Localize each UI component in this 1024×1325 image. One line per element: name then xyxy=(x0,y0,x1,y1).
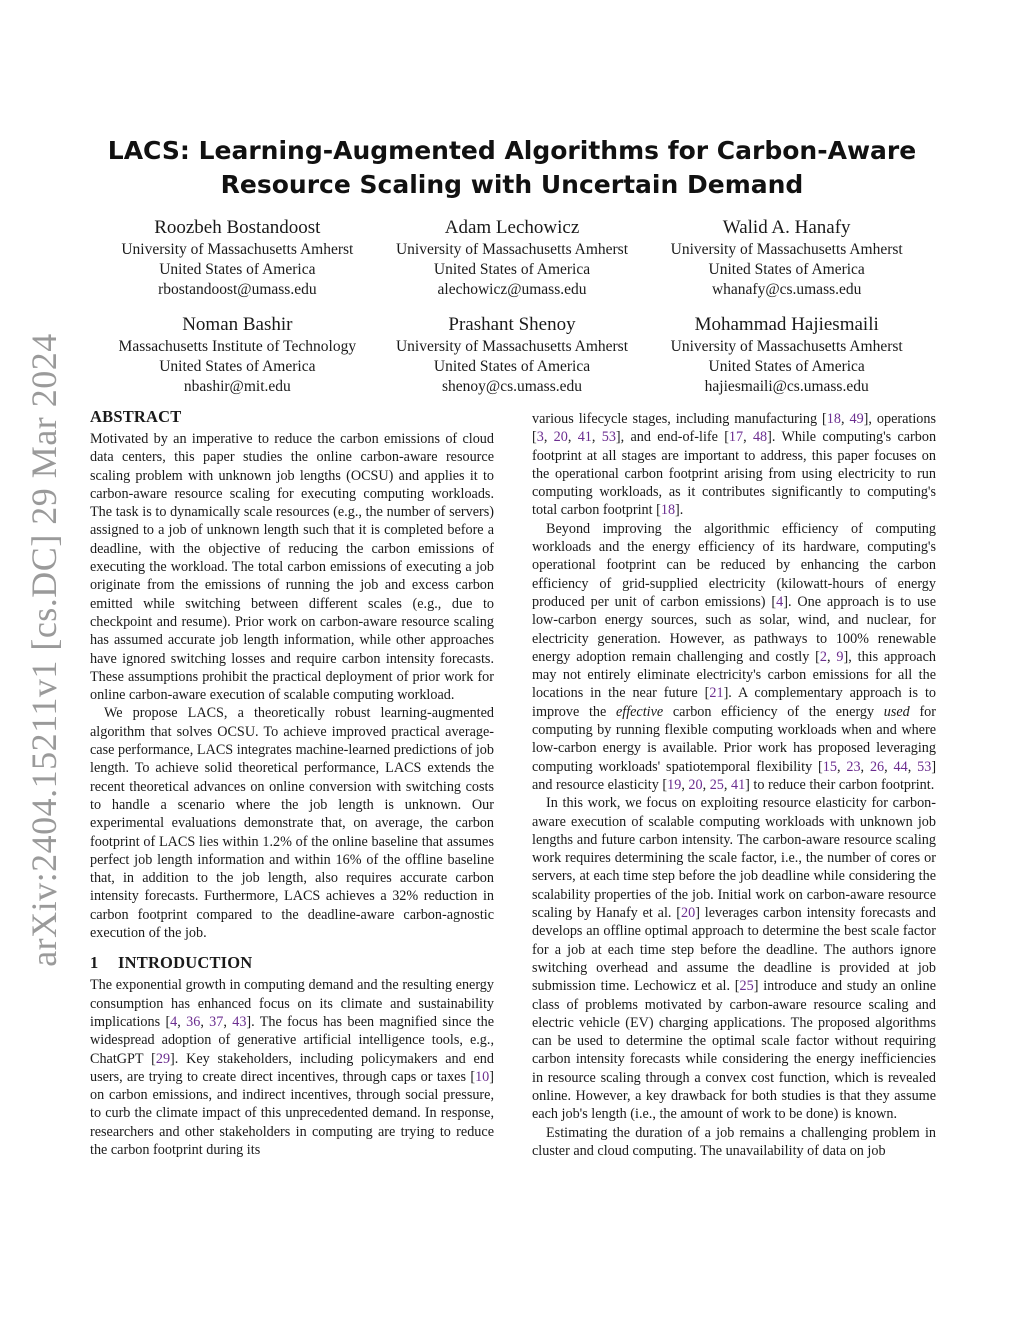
author-card xyxy=(649,216,924,300)
author-name: Prashant Shenoy xyxy=(448,314,576,335)
citation-link[interactable]: 18 xyxy=(826,411,841,427)
abstract-paragraph-2: We propose LACS, a theoretically robust learning-augmented algorithm that solves OCSU. To achieve improved practical average-case performance, LACS integrates machine-learned predictions of job length. To achieve solid theoretical performance, LACS extends the recent theoretical advances on online conversion with switching costs to handle a scenario where the job length is unknown. Our experimental evaluations demonstrate that, on average, the carbon footprint of LACS lies within 1.2% of the online baseline that assumes perfect job length information and within 16% of the offline baseline that, in addition to the job length, also requires accurate carbon intensity forecasts. Furthermore, LACS achieves a 32% reduction in carbon footprint compared to the deadline-aware carbon-agnostic execution of the job. xyxy=(90,705,494,942)
citation-link[interactable]: 4 xyxy=(170,1013,178,1030)
citation-link[interactable]: 29 xyxy=(155,1050,171,1067)
author-email: whanafy@cs.umass.edu xyxy=(711,281,862,298)
citation-link[interactable]: 43 xyxy=(232,1013,247,1030)
section-number: 1 xyxy=(90,953,99,973)
citation-link[interactable]: 20 xyxy=(553,429,568,446)
citation-link[interactable]: 41 xyxy=(577,429,592,446)
citation-link[interactable]: 15 xyxy=(822,758,837,775)
citation-link[interactable]: 9 xyxy=(836,648,844,665)
author-affiliation: University of Massachusetts Amherst xyxy=(395,241,629,258)
citation-link[interactable]: 23 xyxy=(846,758,861,775)
citation-link[interactable]: 25 xyxy=(709,776,724,793)
citation-link[interactable]: 19 xyxy=(667,776,682,793)
author-country: United States of America xyxy=(708,261,865,278)
section-title: INTRODUCTION xyxy=(118,953,253,973)
author-card xyxy=(100,313,375,397)
author-card xyxy=(375,216,650,300)
author-country: United States of America xyxy=(159,261,316,278)
author-email: hajiesmaili@cs.umass.edu xyxy=(704,378,869,395)
left-column xyxy=(90,406,494,1159)
author-card xyxy=(649,313,924,397)
citation-link[interactable]: 25 xyxy=(739,978,754,995)
author-name: Mohammad Hajiesmaili xyxy=(694,314,879,335)
citation-link[interactable]: 48 xyxy=(752,429,768,446)
citation-link[interactable]: 36 xyxy=(186,1013,201,1030)
author-block-row-1 xyxy=(100,216,924,300)
author-affiliation: University of Massachusetts Amherst xyxy=(395,338,629,355)
citation-link[interactable]: 20 xyxy=(681,905,696,922)
citation-link[interactable]: 53 xyxy=(601,429,616,446)
author-email: nbashir@mit.edu xyxy=(183,378,291,395)
citation-link[interactable]: 44 xyxy=(893,758,908,775)
author-email: shenoy@cs.umass.edu xyxy=(442,378,582,395)
citation-link[interactable]: 10 xyxy=(475,1068,490,1085)
paper-title xyxy=(90,134,934,202)
author-name: Roozbeh Bostandoost xyxy=(154,217,321,238)
author-card xyxy=(375,313,650,397)
author-affiliation: University of Massachusetts Amherst xyxy=(670,241,903,258)
author-email: rbostandoost@umass.edu xyxy=(158,281,317,298)
citation-link[interactable]: 17 xyxy=(728,429,744,446)
author-country: United States of America xyxy=(708,358,865,375)
citation-link[interactable]: 41 xyxy=(730,776,746,793)
right-column xyxy=(532,410,936,1160)
citation-link[interactable]: 2 xyxy=(819,648,827,665)
citation-link[interactable]: 53 xyxy=(917,758,932,775)
author-country: United States of America xyxy=(159,358,316,375)
citation-link[interactable]: 21 xyxy=(709,685,724,702)
author-name: Adam Lechowicz xyxy=(444,217,580,238)
body-paragraph-3: In this work, we focus on exploiting resource elasticity for carbon-aware execution of scalable computing workloads with unknown job lengths and future carbon intensity. The carbon-aware resource scaling work requires determining the scale factor, i.e., the number of cores or servers, at each time step before the job deadline while considering the scalability properties of the job. Initial work on carbon-aware resource scaling by Hanafy et al. [20] leverages carbon intensity forecasts and develops an offline optimal approach to determine the best scale factor for a job at each time step before the deadline. The authors ignore switching overhead and assume the deadline is provided at job submission time. Lechowicz et al. [25] introduce and study an online class of problems motivated by carbon-aware resource scaling and electric vehicle (EV) charging applications. The proposed algorithms can be used to determine the optimal scale factor without requiring carbon intensity forecasts while considering the energy inefficiencies in resource scaling through a convex cost function, which is revealed online. However, a key drawback for both studies is that they assume each job's length (i.e., the amount of work to be done) is known. xyxy=(532,795,936,1123)
title-line-2: Resource Scaling with Uncertain Demand xyxy=(220,170,804,199)
intro-paragraph-1: The exponential growth in computing demand and the resulting energy consumption has enhanced focus on its climate and sustainability implications [4, 36, 37, 43]. The focus has been magnified since the widespread adoption of generative artificial intelligence tools, e.g., ChatGPT [29]. Key stakeholders, including policymakers and end users, are trying to create direct incentives, through caps or taxes [10] on carbon emissions, and indirect incentives, through social pressure, to curb the climate impact of this unprecedented demand. In response, researchers and other stakeholders in computing are trying to reduce the carbon footprint during its xyxy=(90,977,495,1158)
body-paragraph-2: Beyond improving the algorithmic efficiency of computing workloads and the energy efficiency of its hardware, computing's operational footprint can be reduced by enhancing the carbon efficiency of grid-supplied electricity (kilowatt-hours of energy produced per unit of carbon emissions) [4]. One approach is to use low-carbon energy sources, such as solar, wind, and nuclear, for electricity generation. However, as pathways to 100% renewable energy adoption remain challenging and costly [2, 9], this approach may not entirely eliminate electricity's carbon emissions for all the locations in the near future [21]. A complementary approach is to improve the effective carbon efficiency of the energy used for computing by running flexible computing workloads when and where low-carbon energy is available. Prior work has proposed leveraging computing workloads' spatiotemporal flexibility [15, 23, 26, 44, 53] and resource elasticity [19, 20, 25, 41] to reduce their carbon footprint. xyxy=(532,520,937,793)
citation-link[interactable]: 37 xyxy=(209,1013,224,1030)
author-name: Noman Bashir xyxy=(182,314,293,335)
introduction-heading xyxy=(90,952,494,974)
title-line-1: LACS: Learning-Augmented Algorithms for Carbon-Aware xyxy=(107,136,917,165)
body-paragraph-4: Estimating the duration of a job remains a challenging problem in cluster and cloud computing. The unavailability of data on job xyxy=(532,1124,936,1159)
abstract-paragraph-1: Motivated by an imperative to reduce the carbon emissions of cloud data centers, this paper studies the online carbon-aware resource scaling problem with unknown job lengths (OCSU) and applies it to carbon-aware resource scaling for executing computing workloads. The task is to dynamically scale resources (e.g., the number of servers) assigned to a job of unknown length such that it is completed before a deadline, with the objective of reducing the carbon emissions of executing the workload. The total carbon emissions of executing a job originate from the emissions of running the job and excess carbon emitted while switching between different scales (e.g., due to checkpoint and resume). Prior work on carbon-aware resource scaling has assumed accurate job length information, while other approaches have ignored switching losses and require carbon intensity forecasts. These assumptions prohibit the practical deployment of prior work for online carbon-aware execution of scalable computing workload. xyxy=(90,431,494,704)
citation-link[interactable]: 4 xyxy=(776,593,784,610)
author-country: United States of America xyxy=(433,261,591,278)
author-affiliation: University of Massachusetts Amherst xyxy=(121,241,354,258)
citation-link[interactable]: 20 xyxy=(688,776,703,793)
body-paragraph-1: various lifecycle stages, including manufacturing [18, 49], operations [3, 20, 41, 53], and end-of-life [17, 48]. While computing's carbon footprint at all stages are important to address, this paper focuses on the operational carbon footprint arising from using electricity to run computing workloads, as it contributes significantly to computing's total carbon footprint [18]. xyxy=(532,411,937,519)
citation-link[interactable]: 3 xyxy=(536,429,544,446)
author-block-row-2 xyxy=(100,313,924,397)
citation-link[interactable]: 26 xyxy=(869,758,885,775)
author-name: Walid A. Hanafy xyxy=(722,217,851,238)
abstract-heading: ABSTRACT xyxy=(90,407,182,426)
author-affiliation: Massachusetts Institute of Technology xyxy=(118,338,357,355)
author-affiliation: University of Massachusetts Amherst xyxy=(670,338,903,355)
author-email: alechowicz@umass.edu xyxy=(437,281,587,298)
citation-link[interactable]: 49 xyxy=(849,411,864,427)
author-card xyxy=(100,216,375,300)
arxiv-identifier: arXiv:2404.15211v1 [cs.DC] 29 Mar 2024 xyxy=(24,333,64,967)
citation-link[interactable]: 18 xyxy=(660,502,676,519)
author-country: United States of America xyxy=(433,358,591,375)
